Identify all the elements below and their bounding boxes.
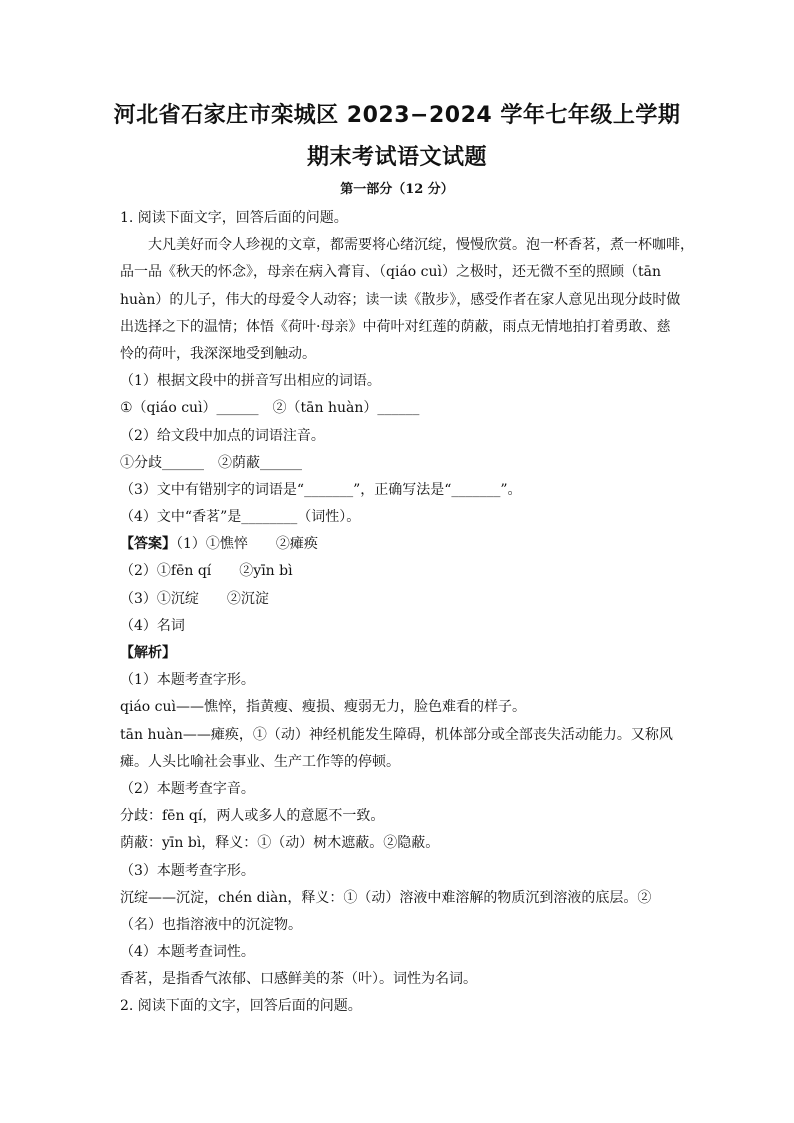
analysis-heading <box>120 640 680 667</box>
document-body <box>120 205 694 1021</box>
exam-title-line2: 期末考试语文试题 <box>306 145 487 170</box>
question-1-prompt: 1. 阅读下面文字，回答后面的问题。 <box>120 210 348 226</box>
section-marker: 【解析】 <box>120 645 176 661</box>
analysis-line: （名）也指溶液中的沉淀物。 <box>120 916 302 933</box>
question-2-prompt: 2. 阅读下面的文字，回答后面的问题。 <box>120 998 362 1015</box>
analysis-line: 香茗，是指香气浓郁、口感鲜美的茶（叶）。词性为名词。 <box>120 971 477 988</box>
answer-line: （2）①fēn qí ②yīn bì <box>120 563 293 580</box>
sub-question: （3）文中有错别字的词语是“_______”，正确写法是“_______”。 <box>120 481 522 498</box>
analysis-line: 荫蔽：yīn bì，释义：①（动）树木遮蔽。②隐蔽。 <box>120 835 440 852</box>
section-heading: 第一部分（12 分） <box>340 182 454 197</box>
analysis-line: qiáo cuì——憔悴，指黄瘦、瘦损、瘦弱无力，脸色难看的样子。 <box>120 699 526 716</box>
section-marker: 【答案】 <box>120 536 176 553</box>
analysis-line: 瘫。人头比喻社会事业、生产工作等的停顿。 <box>120 753 400 770</box>
sub-question-blanks: ①（qiáo cuì）______ ②（tān huàn）______ <box>120 400 420 417</box>
passage-line: 出选择之下的温情；体悟《荷叶·母亲》中荷叶对红莲的荫蔽，雨点无情地拍打着勇敢、慈 <box>120 318 671 335</box>
sub-question-blanks: ①分歧______ ②荫蔽______ <box>120 454 302 471</box>
sub-question: （1）根据文段中的拼音写出相应的词语。 <box>120 373 381 390</box>
analysis-line: （4）本题考查词性。 <box>120 944 255 961</box>
answer-line: 【答案】（1）①憔悴 ②瘫痪 <box>120 536 318 553</box>
sub-question: （4）文中“香茗”是________（词性）。 <box>120 509 361 526</box>
answer-line: （3）①沉绽 ②沉淀 <box>120 590 269 607</box>
analysis-line: （1）本题考查字形。 <box>120 672 255 689</box>
analysis-line: （3）本题考查字形。 <box>120 862 255 879</box>
analysis-line: 沉绽——沉淀，chén diàn，释义：①（动）溶液中难溶解的物质沉到溶液的底层。② <box>120 889 652 906</box>
analysis-line: tān huàn——瘫痪，①（动）神经机能发生障碍，机体部分或全部丧失活动能力。又称风 <box>120 726 673 743</box>
answer-line: （4）名词 <box>120 617 185 634</box>
analysis-line: （2）本题考查字音。 <box>120 780 255 797</box>
passage-line: 品一品《秋天的怀念》，母亲在病入膏肓、（qiáo cuì）之极时，还无微不至的照顾（tān <box>120 264 661 281</box>
passage-line: huàn）的儿子，伟大的母爱令人动容；读一读《散步》，感受作者在家人意见出现分歧时做 <box>120 291 681 308</box>
analysis-line: 分歧：fēn qí，两人或多人的意愿不一致。 <box>120 808 385 825</box>
exam-title-line1: 河北省石家庄市栾城区 2023−2024 学年七年级上学期 <box>113 103 681 128</box>
passage-line: 大凡美好而令人珍视的文章，都需要将心绪沉绽，慢慢欣赏。泡一杯香茗，煮一杯咖啡， <box>148 237 694 254</box>
passage-line: 怜的荷叶，我深深地受到触动。 <box>120 345 316 362</box>
sub-question: （2）给文段中加点的词语注音。 <box>120 427 325 444</box>
